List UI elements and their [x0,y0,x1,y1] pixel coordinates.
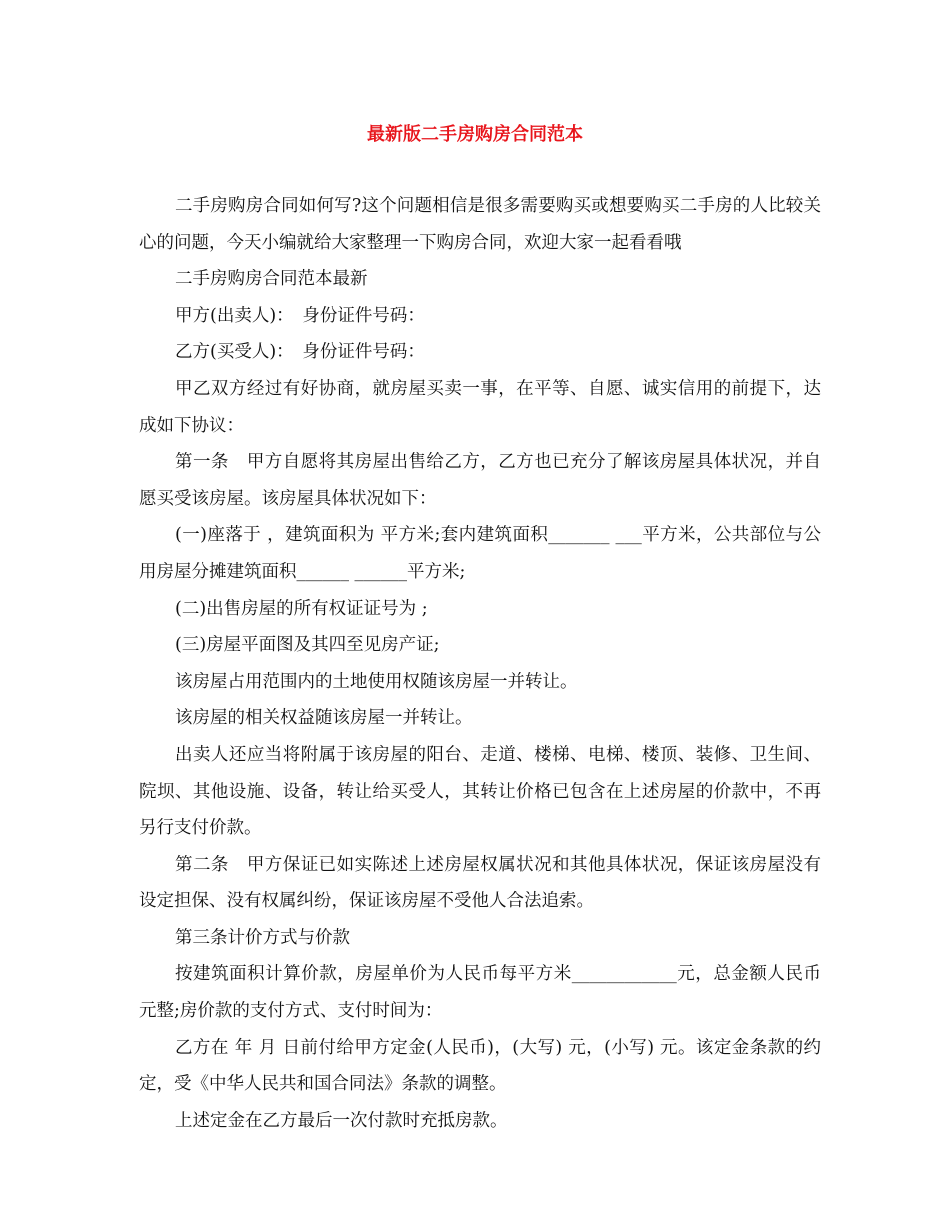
paragraph-item-1: (一)座落于 ，建筑面积为 平方米;套内建筑面积_______ ___平方米，公共部位与公用房屋分摊建筑面积______ ______平方米; [139,525,821,582]
paragraph-land-rights: 该房屋占用范围内的土地使用权随该房屋一并转让。 [175,671,578,692]
paragraph-deposit: 乙方在 年 月 日前付给甲方定金(人民币)，(大写) 元，(小写) 元。该定金条款的约定，受《中华人民共和国合同法》条款的调整。 [139,1037,821,1095]
paragraph-item-3: (三)房屋平面图及其四至见房产证; [175,635,440,656]
paragraph-party-a: 甲方(出卖人)： 身份证件号码： [175,305,425,326]
paragraph-article-3: 第三条计价方式与价款 [175,927,350,948]
paragraph-related-rights: 该房屋的相关权益随该房屋一并转让。 [175,708,473,729]
paragraph-intro: 二手房购房合同如何写?这个问题相信是很多需要购买或想要购买二手房的人比较关心的问题，今天小编就给大家整理一下购房合同，欢迎大家一起看看哦 [139,196,821,253]
paragraph-item-2: (二)出售房屋的所有权证证号为 ; [175,598,428,619]
paragraph-deposit-offset: 上述定金在乙方最后一次付款时充抵房款。 [175,1110,508,1131]
paragraph-subtitle: 二手房购房合同范本最新 [175,269,368,290]
paragraph-attachments: 出卖人还应当将附属于该房屋的阳台、走道、楼梯、电梯、楼顶、装修、卫生间、院坝、其他设施、设备，转让给买受人，其转让价格已包含在上述房屋的价款中，不再另行支付价款。 [139,744,821,839]
paragraph-pricing: 按建筑面积计算价款，房屋单价为人民币每平方米____________元，总金额人民币 元整;房价款的支付方式、支付时间为： [139,964,821,1022]
document-body [139,188,821,1139]
paragraph-party-b: 乙方(买受人)： 身份证件号码： [175,342,425,363]
paragraph-article-1: 第一条 甲方自愿将其房屋出售给乙方，乙方也已充分了解该房屋具体状况，并自愿买受该房屋。该房屋具体状况如下： [139,452,821,509]
paragraph-agreement: 甲乙双方经过有好协商，就房屋买卖一事，在平等、自愿、诚实信用的前提下，达成如下协议： [139,378,821,436]
document-title: 最新版二手房购房合同范本 [367,124,583,145]
paragraph-article-2: 第二条 甲方保证已如实陈述上述房屋权属状况和其他具体状况，保证该房屋没有设定担保、没有权属纠纷，保证该房屋不受他人合法追索。 [139,854,821,912]
